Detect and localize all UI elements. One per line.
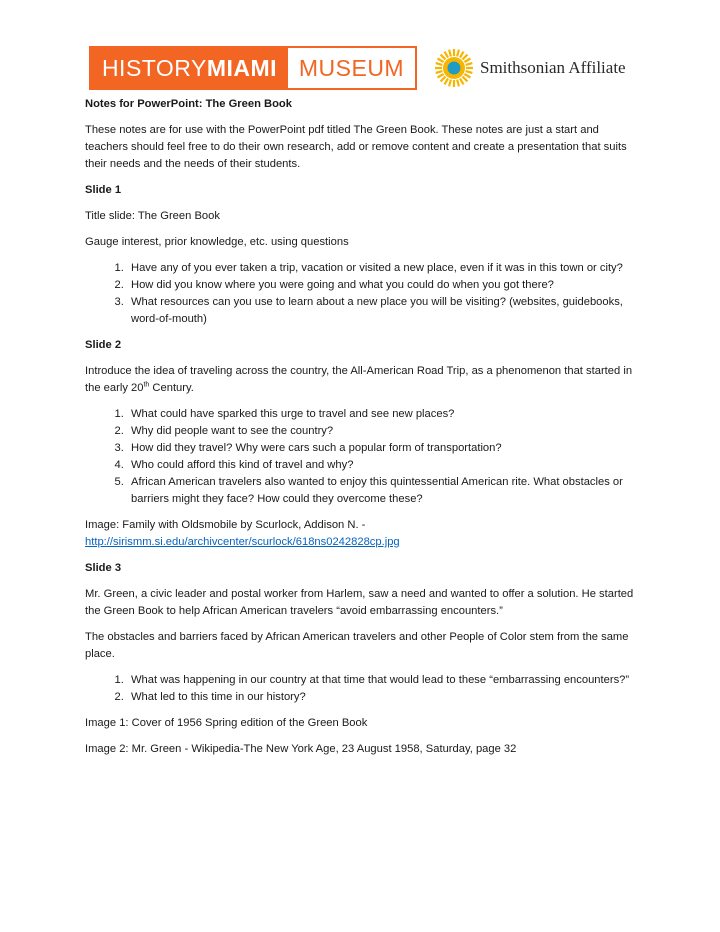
list-item: 4. Who could afford this kind of travel and why?: [127, 457, 640, 474]
smithsonian-affiliate-text: Smithsonian Affiliate: [480, 58, 626, 77]
slide1-line2: Gauge interest, prior knowledge, etc. using questions: [85, 236, 349, 248]
list-item: 1. What could have sparked this urge to travel and see new places?: [127, 406, 640, 423]
slide3-heading: Slide 3: [85, 562, 122, 574]
list-item: 5. African American travelers also wanted to enjoy this quintessential American rite. What obstacles or barriers might they face? How could they overcome these?: [127, 474, 640, 508]
sun-ray: [438, 59, 444, 63]
logo-text-miami: MIAMI: [206, 54, 278, 81]
smithsonian-sun-icon: [434, 48, 474, 88]
sun-ray: [445, 78, 449, 84]
sun-ray: [460, 52, 464, 58]
slide3-image1-caption: Image 1: Cover of 1956 Spring edition of the Green Book: [85, 717, 368, 729]
slide1-line1: Title slide: The Green Book: [85, 210, 220, 222]
logo-text-history: HISTORY: [101, 54, 207, 81]
sun-ray: [436, 71, 443, 73]
document-title: Notes for PowerPoint: The Green Book: [85, 98, 292, 110]
logo-text-museum: MUSEUM: [298, 54, 405, 81]
list-item: 3. How did they travel? Why were cars such a popular form of transportation?: [127, 440, 640, 457]
sun-ray: [457, 50, 459, 57]
slide2-intro: [85, 363, 640, 397]
slide3-image2-caption: Image 2: Mr. Green - Wikipedia-The New York Age, 23 August 1958, Saturday, page 32: [85, 743, 517, 755]
sun-ray: [457, 80, 459, 87]
sun-ray: [449, 80, 451, 87]
list-item: 1. Have any of you ever taken a trip, vacation or visited a new place, even if it was in this town or city?: [127, 260, 640, 277]
slide2-intro-text: Introduce the idea of traveling across the country, the All-American Road Trip, as a phenomenon that started in the early 20: [85, 365, 633, 394]
list-item: 1. What was happening in our country at that time that would lead to these “embarrassing encounters?”: [127, 672, 640, 689]
slide3-paragraph-1: Mr. Green, a civic leader and postal worker from Harlem, saw a need and wanted to offer a solution. He started the Green Book to help African American travelers “avoid embarrassing encounters.”: [85, 588, 634, 617]
sun-ray: [438, 74, 444, 78]
list-item: 2. Why did people want to see the country?: [127, 423, 640, 440]
sun-ray: [462, 55, 467, 60]
intro-paragraph: These notes are for use with the PowerPoint pdf titled The Green Book. These notes are just a start and teachers should feel free to do their own research, add or remove content and create a presentation that suits their needs and the needs of their students.: [85, 124, 627, 170]
slide2-questions: [85, 406, 640, 508]
sun-ray: [460, 78, 464, 84]
list-item: 2. How did you know where you were going and what you could do when you got there?: [127, 277, 640, 294]
historymiami-logo: [89, 46, 417, 90]
sun-ray: [466, 63, 473, 65]
slide3-paragraph-2: The obstacles and barriers faced by African American travelers and other People of Color stem from the same place.: [85, 631, 629, 660]
sun-ray: [464, 59, 470, 63]
superscript-th: th: [143, 381, 150, 389]
slide2-intro-end: Century.: [149, 382, 194, 394]
slide1-questions: [85, 260, 640, 328]
header-logos: [89, 46, 634, 92]
sun-ray: [466, 71, 473, 73]
list-item: 2. What led to this time in our history?: [127, 689, 640, 706]
sun-ray: [436, 63, 443, 65]
scurlock-image-link[interactable]: http://sirismm.si.edu/archivcenter/scurlock/618ns0242828cp.jpg: [85, 536, 400, 548]
list-item: 3. What resources can you use to learn about a new place you will be visiting? (websites, guidebooks, word-of-mouth): [127, 294, 640, 328]
slide2-image-credit: [85, 517, 640, 551]
image-caption: Image: Family with Oldsmobile by Scurlock, Addison N. -: [85, 519, 366, 531]
slide3-questions: [85, 672, 640, 706]
smithsonian-affiliate-logo: [434, 48, 626, 88]
sun-ray: [445, 52, 449, 58]
sun-ray: [449, 50, 451, 57]
sun-ray: [441, 55, 446, 60]
slide2-heading: Slide 2: [85, 339, 122, 351]
slide1-heading: Slide 1: [85, 184, 122, 196]
sun-ray: [462, 76, 467, 81]
document-body: [85, 96, 640, 767]
sun-ray: [464, 74, 470, 78]
sun-ray: [441, 76, 446, 81]
historymiami-logo-left: [91, 48, 288, 88]
